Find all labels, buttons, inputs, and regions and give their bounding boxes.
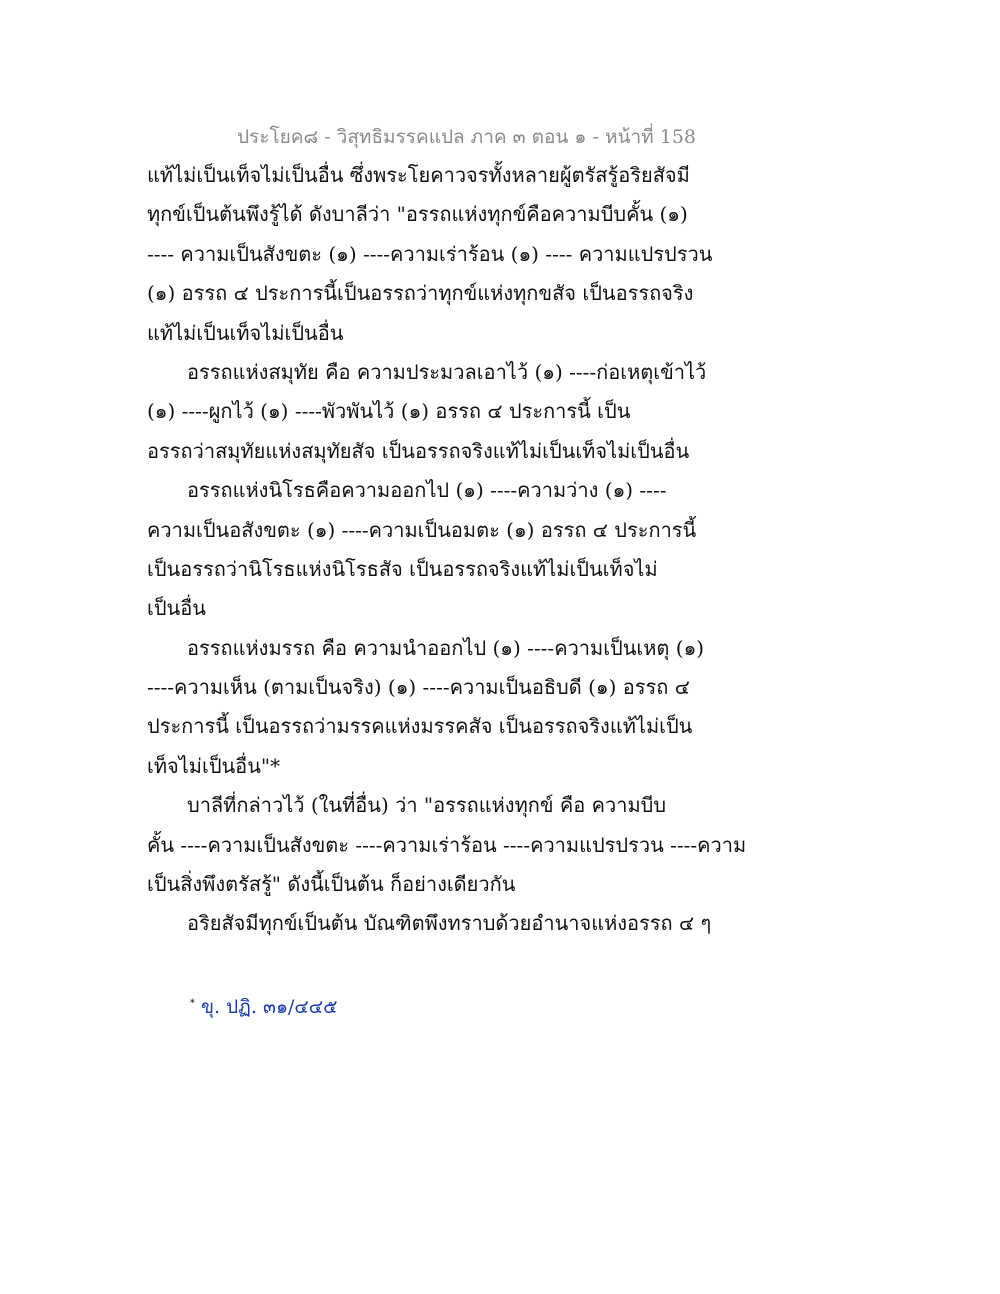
- text-line: เท็จไม่เป็นอื่น"*: [147, 753, 281, 778]
- paragraph-start-line: อรรถแห่งสมุทัย คือ ความประมวลเอาไว้ (๑) ----ก่อเหตุเข้าไว้: [187, 359, 707, 384]
- paragraph-start-line: บาลีที่กล่าวไว้ (ในที่อื่น) ว่า "อรรถแห่งทุกข์ คือ ความบีบ: [187, 793, 667, 818]
- paragraph-start-line: อรรถแห่งนิโรธคือความออกไป (๑) ----ความว่าง (๑) ----: [187, 478, 667, 503]
- footnote-text: ขุ. ปฏิ. ๓๑/๔๔๕: [201, 996, 338, 1018]
- paragraph-start-line: อรรถแห่งมรรถ คือ ความนำออกไป (๑) ----ความเป็นเหตุ (๑): [187, 635, 705, 660]
- text-line: แท้ไม่เป็นเท็จไม่เป็นอื่น: [147, 320, 344, 345]
- text-line: ทุกข์เป็นต้นพึงรู้ได้ ดังบาลีว่า "อรรถแห่งทุกข์คือความบีบคั้น (๑): [147, 202, 688, 227]
- body-text: [147, 156, 747, 944]
- footnote-marker: *: [190, 997, 195, 1009]
- text-line: (๑) ----ผูกไว้ (๑) ----พัวพันไว้ (๑) อรรถ ๔ ประการนี้ เป็น: [147, 399, 631, 424]
- text-line: คั้น ----ความเป็นสังขตะ ----ความเร่าร้อน ----ความแปรปรวน ----ความ: [147, 832, 747, 857]
- paragraph-start-line: อริยสัจมีทุกข์เป็นต้น บัณฑิตพึงทราบด้วยอำนาจแห่งอรรถ ๔ ๆ: [187, 911, 712, 936]
- text-line: แท้ไม่เป็นเท็จไม่เป็นอื่น ซึ่งพระโยคาวจรทั้งหลายผู้ตรัสรู้อริยสัจมี: [147, 163, 690, 187]
- footnote: [190, 992, 338, 1022]
- text-line: เป็นสิ่งพึงตรัสรู้" ดังนี้เป็นต้น ก็อย่างเดียวกัน: [147, 872, 516, 897]
- text-line: ประการนี้ เป็นอรรถว่ามรรคแห่งมรรคสัจ เป็นอรรถจริงแท้ไม่เป็น: [147, 714, 693, 739]
- text-line: ----ความเห็น (ตามเป็นจริง) (๑) ----ความเป็นอธิบดี (๑) อรรถ ๔: [147, 675, 690, 700]
- text-line: เป็นอรรถว่านิโรธแห่งนิโรธสัจ เป็นอรรถจริงแท้ไม่เป็นเท็จไม่: [147, 556, 658, 581]
- text-line: (๑) อรรถ ๔ ประการนี้เป็นอรรถว่าทุกข์แห่งทุกขสัจ เป็นอรรถจริง: [147, 281, 694, 306]
- text-line: เป็นอื่น: [147, 596, 206, 621]
- running-header: ประโยค๘ - วิสุทธิมรรคแปล ภาค ๓ ตอน ๑ - หน้าที่ 158: [236, 126, 696, 148]
- text-line: ---- ความเป็นสังขตะ (๑) ----ความเร่าร้อน (๑) ---- ความแปรปรวน: [147, 241, 713, 266]
- text-line: อรรถว่าสมุทัยแห่งสมุทัยสัจ เป็นอรรถจริงแท้ไม่เป็นเท็จไม่เป็นอื่น: [147, 438, 690, 463]
- text-line: ความเป็นอสังขตะ (๑) ----ความเป็นอมตะ (๑) อรรถ ๔ ประการนี้: [147, 517, 697, 542]
